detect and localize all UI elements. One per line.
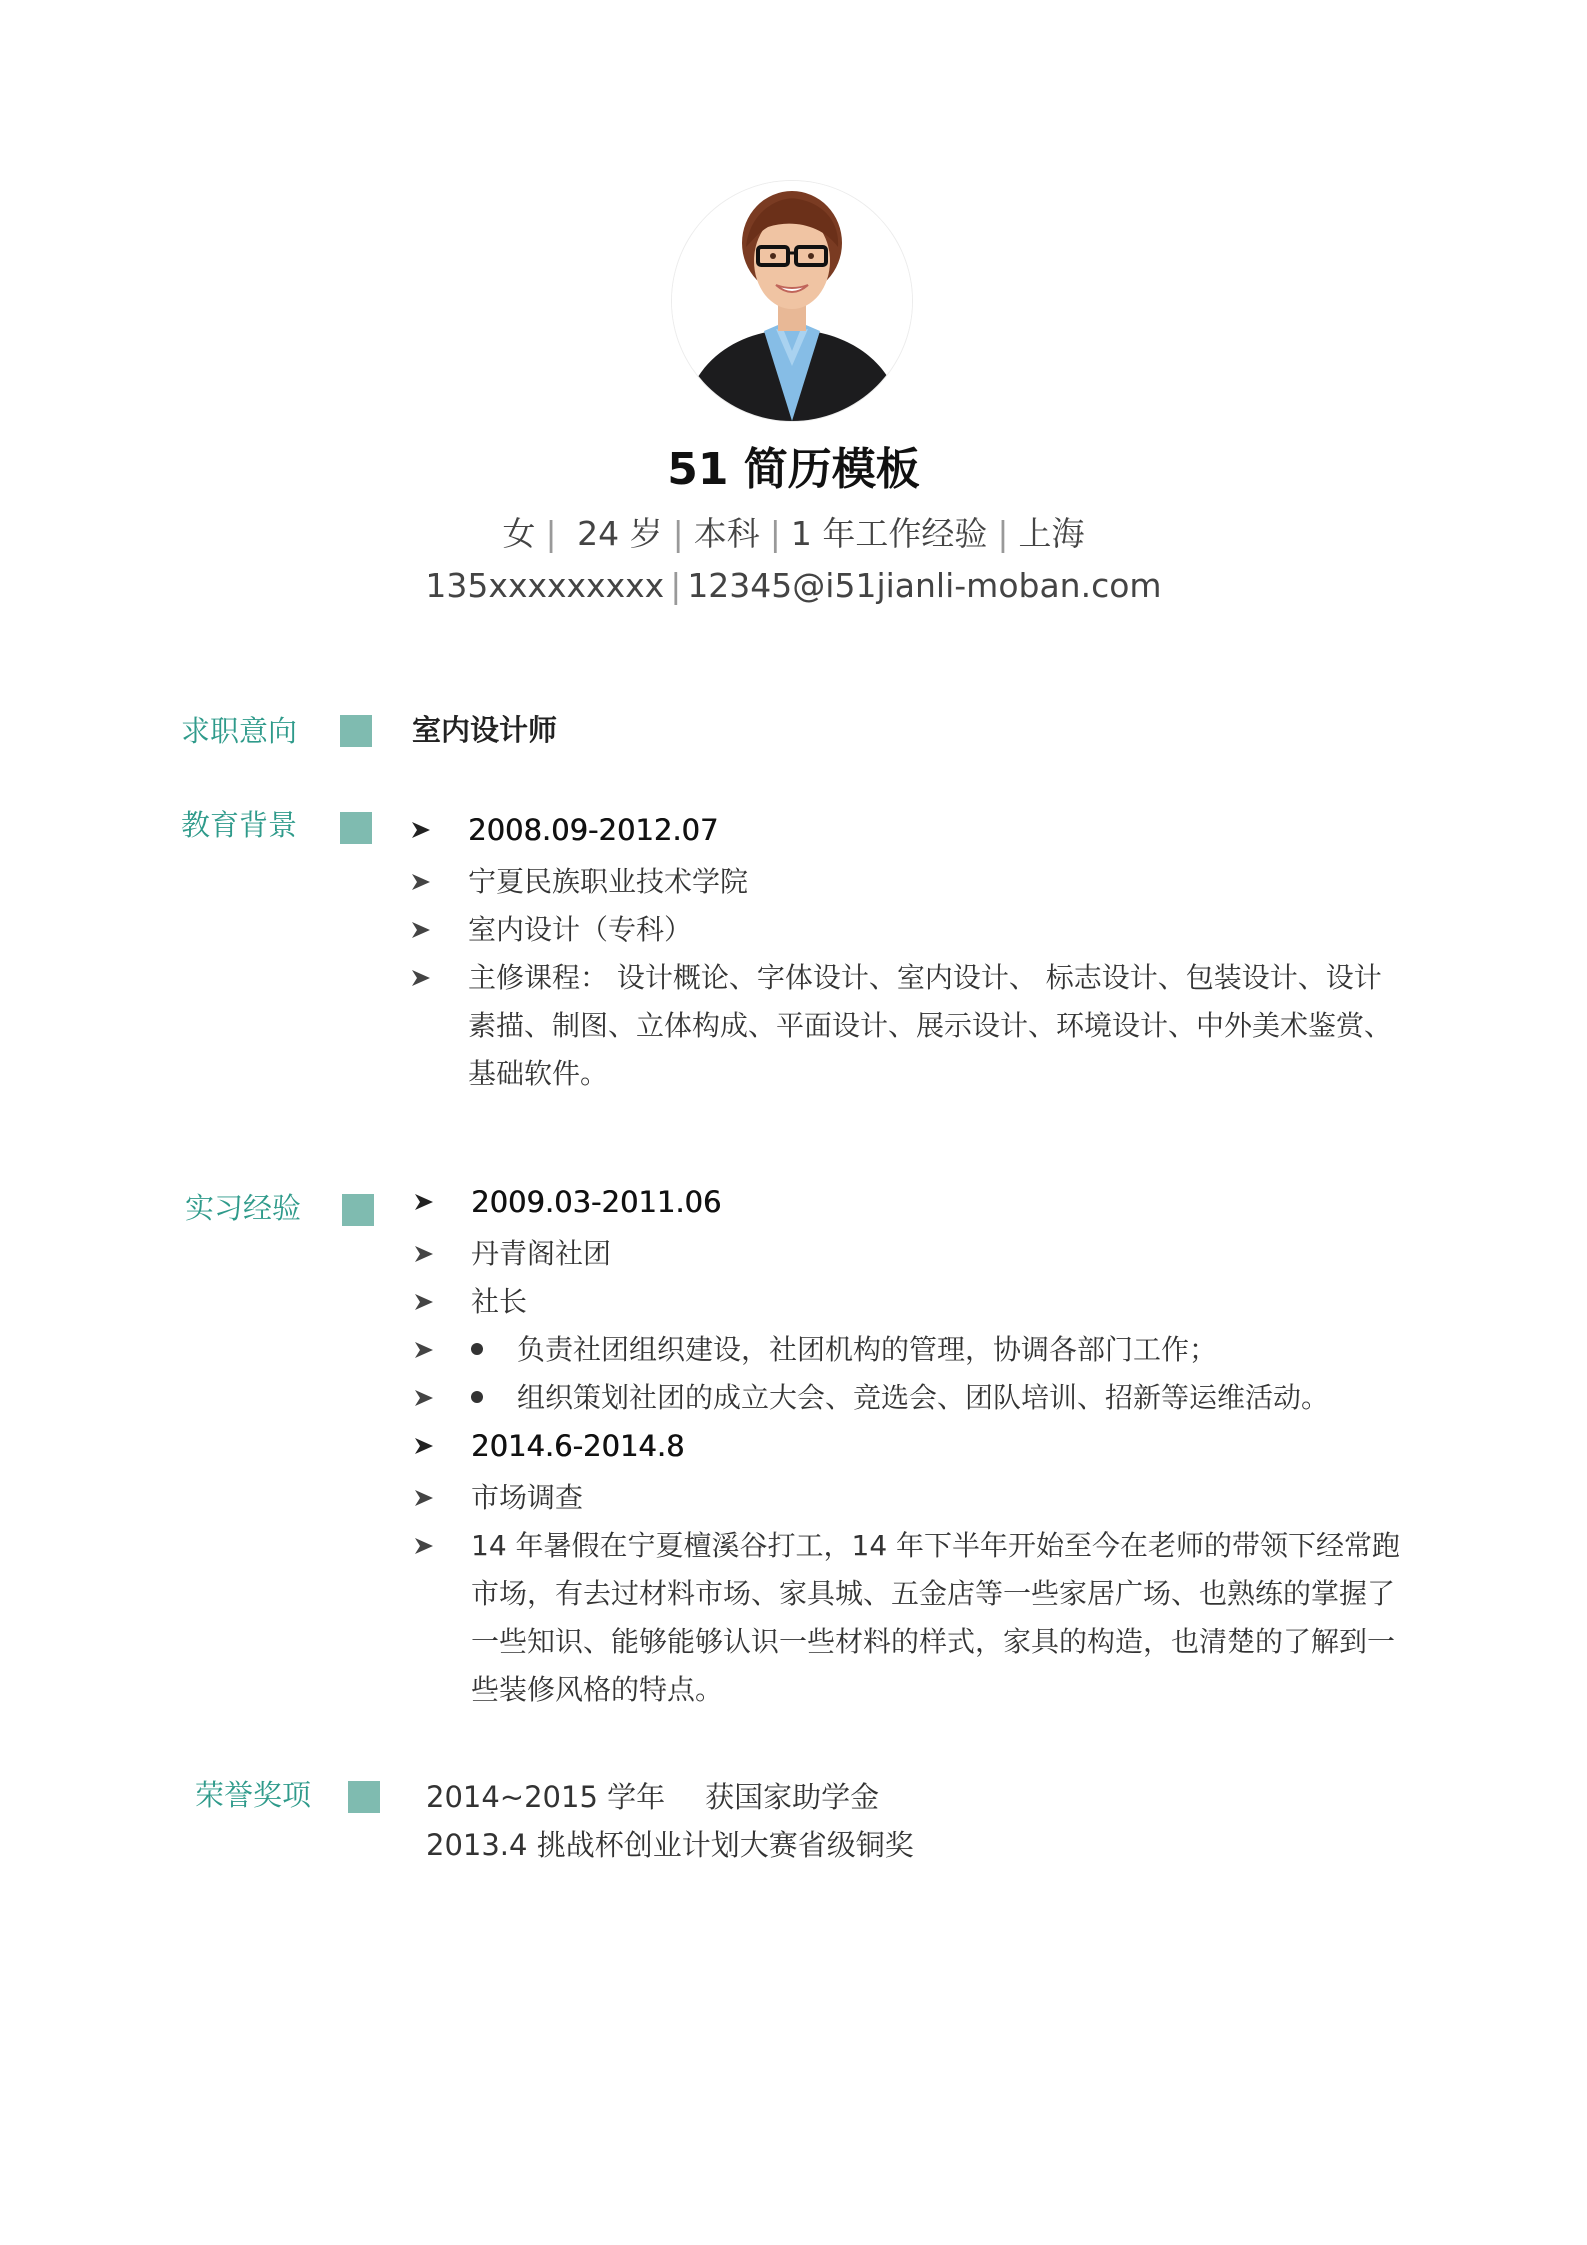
- honor-award: 2013.4 挑战杯创业计划大赛省级铜奖: [426, 1828, 914, 1862]
- role: 社长: [471, 1285, 528, 1318]
- basic-info: [0, 512, 1587, 556]
- section-title-honors: 荣誉奖项: [195, 1778, 312, 1812]
- list-item: [412, 954, 1402, 1098]
- arrowhead-bullet-icon: [412, 806, 436, 854]
- list-item: [412, 858, 1402, 906]
- arrowhead-bullet-icon: [415, 1326, 439, 1374]
- duty: 组织策划社团的成立大会、竞选会、团队培训、招新等运维活动。: [517, 1381, 1330, 1414]
- avatar-photo: [672, 181, 912, 421]
- list-item: [415, 1278, 1405, 1326]
- list-item: [415, 1230, 1405, 1278]
- honor-year: 2014~2015 学年: [426, 1780, 666, 1814]
- degree: 本科: [693, 514, 760, 553]
- avatar: [672, 181, 912, 421]
- list-item: [415, 1522, 1405, 1714]
- list-item: [415, 1422, 1405, 1470]
- internship-list: [415, 1178, 1405, 1714]
- separator: |: [769, 514, 781, 553]
- section-marker: [348, 1781, 380, 1813]
- courses: 主修课程： 设计概论、字体设计、室内设计、 标志设计、包装设计、设计素描、制图、立体构成、平面设计、展示设计、环境设计、中外美术鉴赏、基础软件。: [468, 961, 1393, 1090]
- phone: 135xxxxxxxxx: [425, 566, 665, 605]
- section-marker: [340, 812, 372, 844]
- separator: |: [672, 514, 684, 553]
- separator: |: [545, 514, 557, 553]
- duty: 负责社团组织建设，社团机构的管理，协调各部门工作；: [517, 1333, 1218, 1366]
- section-title-intention: 求职意向: [181, 714, 298, 748]
- school: 宁夏民族职业技术学院: [468, 865, 749, 898]
- list-item: [415, 1374, 1405, 1422]
- arrowhead-bullet-icon: [415, 1178, 439, 1226]
- education-period: 2008.09-2012.07: [468, 813, 719, 847]
- honor-item: [426, 1773, 879, 1821]
- organization: 丹青阁社团: [471, 1237, 612, 1270]
- age: 24 岁: [577, 514, 663, 553]
- experience: 1 年工作经验: [790, 514, 988, 553]
- arrowhead-bullet-icon: [412, 858, 436, 906]
- education-list: [412, 806, 1402, 1098]
- gender: 女: [502, 514, 536, 553]
- major: 室内设计（专科）: [468, 913, 693, 946]
- description: 14 年暑假在宁夏檀溪谷打工，14 年下半年开始至今在老师的带领下经常跑市场，有去过材料市场、家具城、五金店等一些家居广场、也熟练的掌握了一些知识、能够能够认识一些材料的样式，家具的构造，也清楚的了解到一些装修风格的特点。: [471, 1529, 1401, 1706]
- city: 上海: [1018, 514, 1085, 553]
- separator: |: [997, 514, 1009, 553]
- list-item: [412, 806, 1402, 854]
- filled-dot-icon: [471, 1326, 485, 1374]
- list-item: [415, 1326, 1405, 1374]
- honor-item: [426, 1821, 914, 1869]
- filled-dot-icon: [471, 1374, 485, 1422]
- list-item: [415, 1474, 1405, 1522]
- list-item: [412, 906, 1402, 954]
- contact-info: [0, 564, 1587, 608]
- arrowhead-bullet-icon: [415, 1474, 439, 1522]
- arrowhead-bullet-icon: [412, 906, 436, 954]
- arrowhead-bullet-icon: [415, 1278, 439, 1326]
- arrowhead-bullet-icon: [415, 1522, 439, 1570]
- arrowhead-bullet-icon: [412, 954, 436, 1002]
- arrowhead-bullet-icon: [415, 1230, 439, 1278]
- honor-award: 获国家助学金: [705, 1780, 880, 1814]
- internship-period: 2014.6-2014.8: [471, 1429, 685, 1463]
- arrowhead-bullet-icon: [415, 1374, 439, 1422]
- job-intention: 室内设计师: [412, 713, 558, 747]
- arrowhead-bullet-icon: [415, 1422, 439, 1470]
- section-marker: [342, 1194, 374, 1226]
- list-item: [415, 1178, 1405, 1226]
- organization: 市场调查: [471, 1481, 584, 1514]
- internship-period: 2009.03-2011.06: [471, 1185, 722, 1219]
- separator: |: [670, 566, 682, 605]
- section-marker: [340, 715, 372, 747]
- email: 12345@i51jianli-moban.com: [687, 566, 1162, 605]
- section-title-education: 教育背景: [181, 808, 298, 842]
- candidate-name: 51 简历模板: [667, 444, 920, 495]
- section-title-internship: 实习经验: [185, 1191, 302, 1225]
